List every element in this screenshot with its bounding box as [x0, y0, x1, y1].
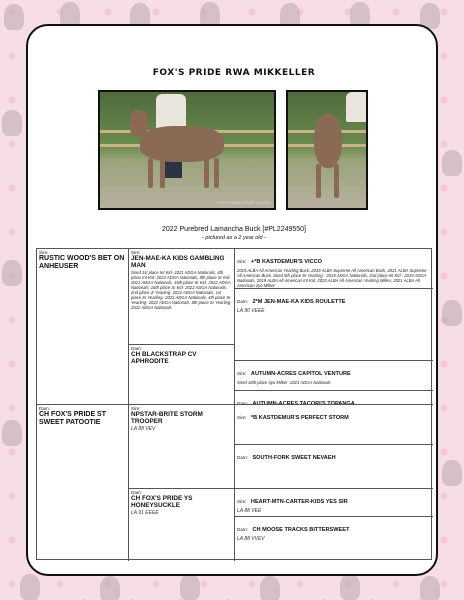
- sire-sire-dam-rating: LA 90 VEEE: [237, 308, 265, 314]
- animal-caption: 2022 Purebred Lamancha Buck [#PL2249550]: [162, 226, 306, 233]
- sire-name: RUSTIC WOOD'S BET ON ANHEUSER: [39, 255, 125, 271]
- goat-side-photo: [98, 90, 276, 210]
- dam-dam-dam-rating: LA 88 VVEV: [237, 536, 265, 542]
- dam-dam-sire-label: Sire:: [237, 499, 247, 504]
- goat-silhouette-icon: [2, 110, 22, 136]
- dam-dam-rating: LA 91 EEEE: [131, 509, 159, 516]
- goat-silhouette-icon: [442, 150, 462, 176]
- sire-sire-notes: Sired 1st place Int Kid- 2021 ADGA Nationals, 4th place Int Kid- 2022 ADGA Nationals, 8th place Sr Kid- 2021 ADGA Nationals, 15th place Sr Kid- 2022 ADGA Nationals, 16th place Sr Kid- 2022 ADGA Nationals, 2nd place Jr Yearling- 2022 ADGA Nationals, 1st place Sr Yearling- 2022 ADGA Nationals, 4th place Sr Yearling- 2022 ADGA Nationals, 8th place Sr Yearling- 2022 ADGA Nationals: [131, 269, 232, 310]
- dam-sire-rating: LA 88 VEV: [131, 425, 156, 432]
- sire-dam-sire-notes: Sired 18th place 3yo Milker- 2021 ADGA Nationals: [237, 380, 331, 385]
- dam-label: Dam:: [39, 406, 50, 411]
- sire-sire-sire-label: Sire:: [237, 259, 247, 264]
- sire-dam-sire-label: Sire:: [237, 371, 247, 376]
- dam-dam-cell: [129, 489, 235, 561]
- dam-dam-sire-cell: [235, 489, 433, 517]
- goat-silhouette-icon: [2, 420, 22, 446]
- sire-sire-label: Sire:: [131, 250, 141, 255]
- goat-silhouette-icon: [2, 260, 22, 286]
- goat-rear-photo: [286, 90, 368, 210]
- dam-cell: [37, 405, 129, 561]
- dam-sire-cell: [129, 405, 235, 489]
- sire-sire-sire-notes: 2019 ALBA All American Yearling Buck, 2019 ALBA Supreme All American Buck, 2021 ALBA Supreme All American Buck. Sired 5th place Sr Yearling - 2019 ADGA Nationals, 2nd place Int Kid - 2019 ADGA Nationals, 2019 ALBA All American Int Kid, 2020 ALBA All American Yearling Milker, 2021 ALBA All American 2yo Milker: [237, 268, 427, 289]
- photo-watermark: FOX'S PRIDE DAIRY GOATS: [217, 200, 270, 205]
- dam-sire-sire-label: Sire:: [237, 415, 247, 420]
- dam-sire-sire-name: *B KASTDEMUR'S PERFECT STORM: [250, 415, 349, 421]
- goat-silhouette-icon: [442, 460, 462, 486]
- sire-dam-dam-label: Dam:: [237, 401, 248, 405]
- sire-sire-sire-name: +*B KASTDEMUR'S VICCO: [250, 259, 323, 265]
- sire-sire-sire-cell: [235, 249, 433, 289]
- sire-sire-name: JEN-MAE-KA KIDS GAMBLING MAN: [131, 255, 225, 270]
- age-caption: - pictured as a 2 year old -: [202, 235, 266, 241]
- dam-sire-name: NPSTAR-BRITE STORM TROOPER: [131, 411, 203, 426]
- sire-cell: [37, 249, 129, 405]
- dam-sire-dam-name: SOUTH-FORK SWEET NEVAEH: [252, 455, 336, 461]
- goat-silhouette-icon: [442, 300, 462, 326]
- goat-silhouette-icon: [340, 574, 360, 600]
- goat-silhouette-icon: [420, 576, 440, 600]
- dam-dam-dam-name: CH MOOSE TRACKS BITTERSWEET: [252, 527, 350, 533]
- sire-dam-cell: [129, 345, 235, 405]
- dam-sire-sire-cell: [235, 405, 433, 445]
- sire-dam-name: CH BLACKSTRAP CV APHRODITE: [131, 351, 197, 366]
- goat-silhouette-icon: [4, 4, 24, 30]
- dam-dam-sire-rating: LA 88 VEE: [237, 508, 262, 514]
- sire-dam-sire-cell: [235, 361, 433, 391]
- pedigree-card: [26, 24, 438, 576]
- page-title: FOX'S PRIDE RWA MIKKELLER: [152, 68, 316, 78]
- dam-dam-sire-name: HEART-MTN-CARTER-KIDS YES SIR: [250, 499, 348, 505]
- dam-sire-dam-label: Dam:: [237, 455, 248, 460]
- sire-sire-cell: [129, 249, 235, 345]
- dam-dam-dam-label: Dam:: [237, 527, 248, 532]
- dam-sire-dam-cell: [235, 445, 433, 489]
- goat-silhouette-icon: [260, 576, 280, 600]
- sire-sire-dam-name: 2*M JEN-MAE-KA KIDS ROULETTE: [252, 299, 346, 305]
- sire-sire-dam-label: Dam:: [237, 299, 248, 304]
- sire-dam-dam-name: AUTUMN-ACRES TACORI'S TOPANGA: [252, 401, 355, 405]
- dam-dam-label: Dam:: [131, 490, 142, 495]
- sire-label: Sire:: [39, 250, 49, 255]
- goat-silhouette-icon: [20, 574, 40, 600]
- sire-dam-dam-cell: [235, 391, 433, 405]
- dam-dam-dam-cell: [235, 517, 433, 561]
- pedigree-table: [36, 248, 432, 560]
- dam-sire-label: Sire:: [131, 406, 141, 411]
- sire-dam-label: Dam:: [131, 346, 142, 351]
- dam-dam-name: CH FOX'S PRIDE YS HONEYSUCKLE: [131, 495, 193, 510]
- sire-sire-dam-cell: [235, 289, 433, 361]
- sire-dam-sire-name: AUTUMN-ACRES CAPITOL VENTURE: [250, 371, 351, 377]
- goat-silhouette-icon: [180, 574, 200, 600]
- goat-silhouette-icon: [100, 576, 120, 600]
- dam-name: CH FOX'S PRIDE ST SWEET PATOOTIE: [39, 411, 107, 427]
